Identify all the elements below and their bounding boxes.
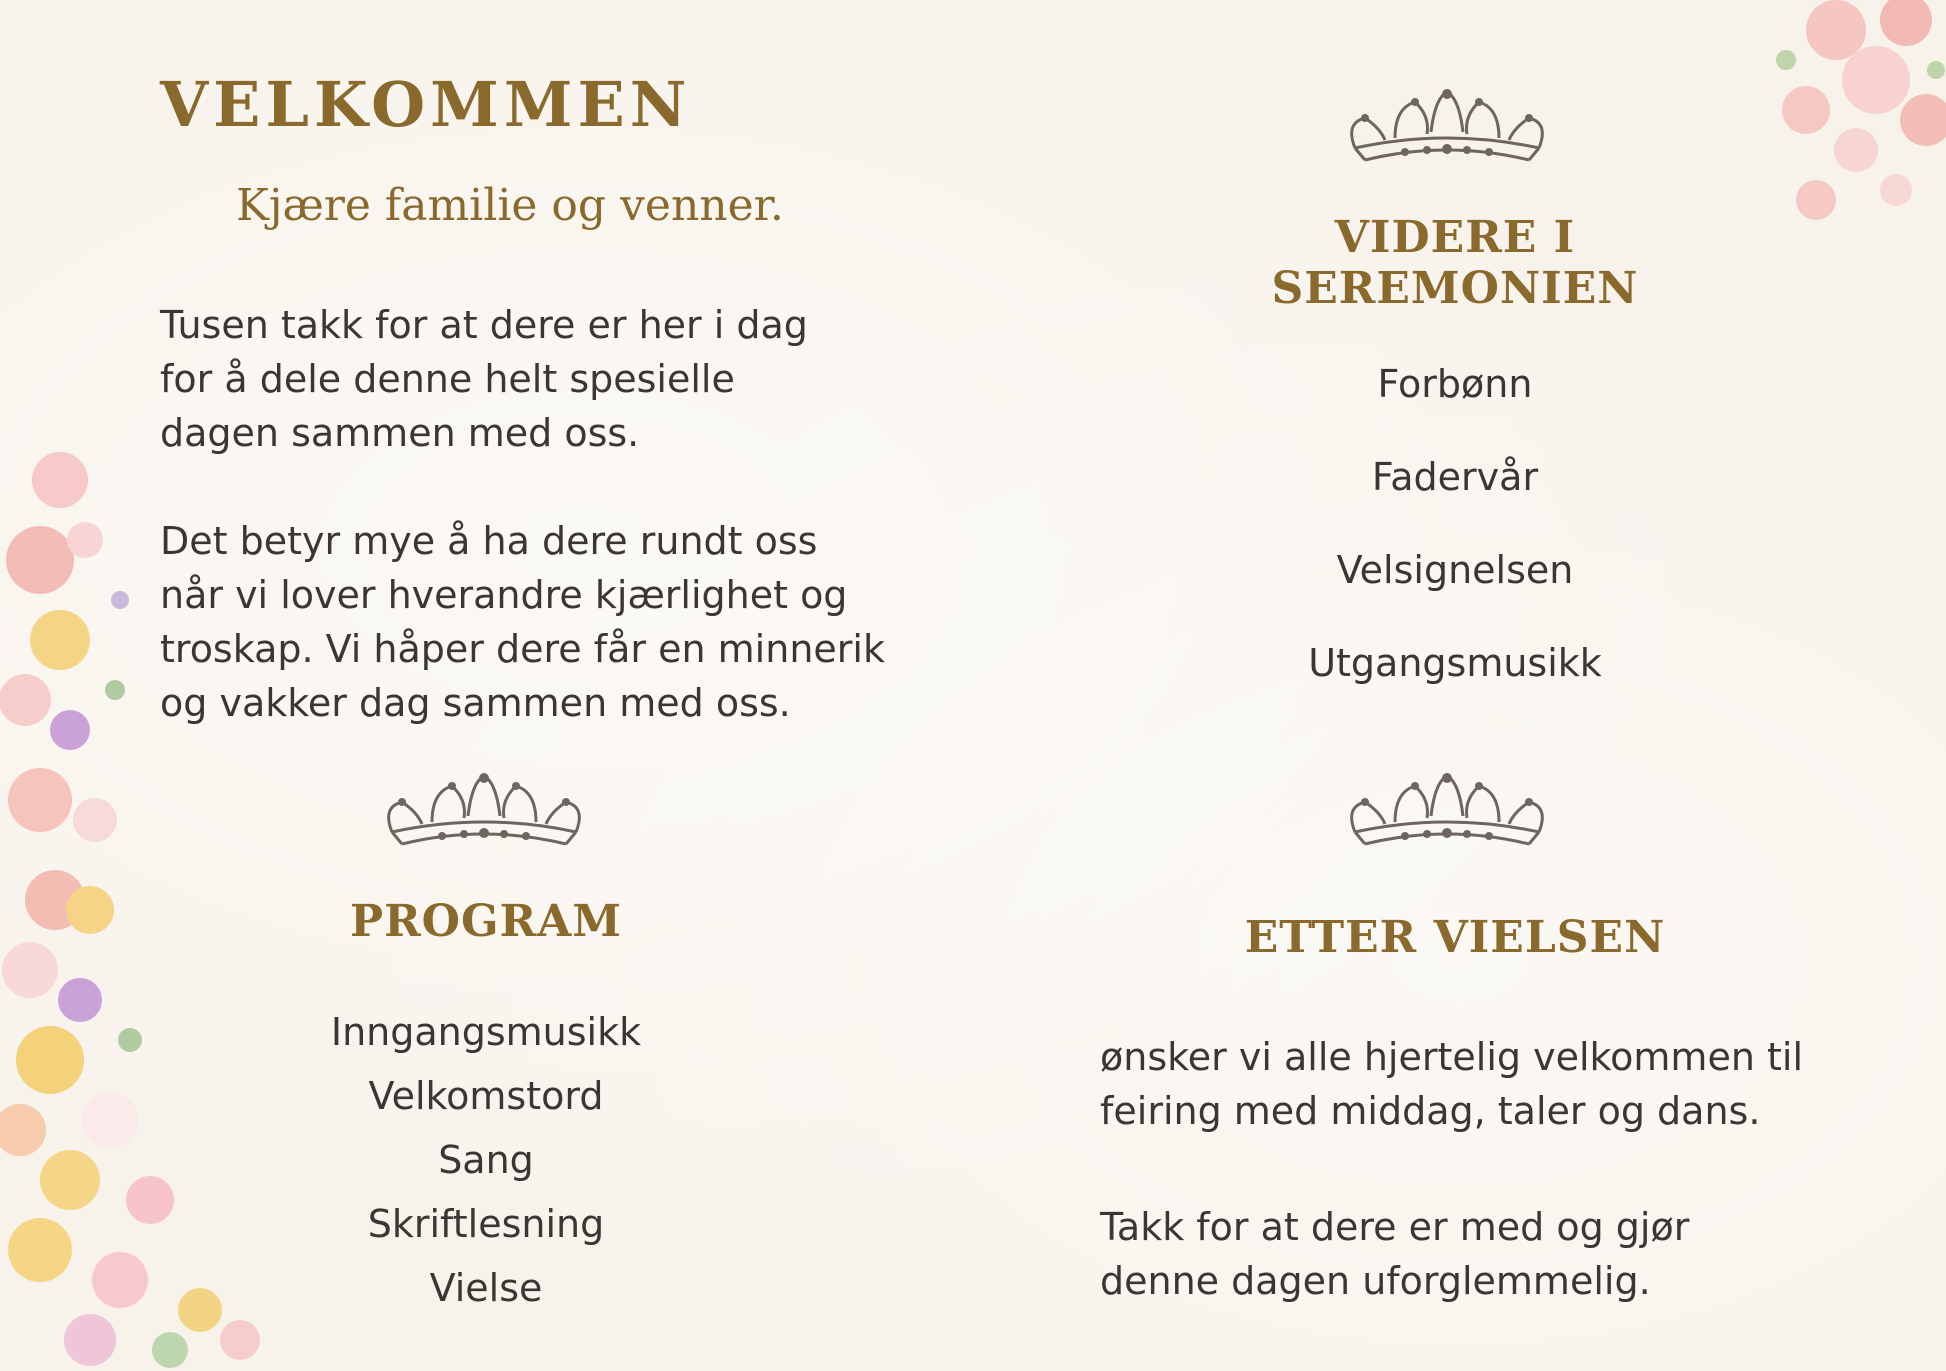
text-line: når vi lover hverandre kjærlighet og <box>160 573 848 617</box>
crown-icon <box>372 772 596 856</box>
welcome-paragraph-1 <box>160 298 940 460</box>
floral-top-right-icon <box>1746 0 1946 240</box>
ceremony-heading: VIDERE I SEREMONIEN <box>1271 212 1639 314</box>
list-item: Fadervår <box>1371 455 1539 499</box>
text-line: Det betyr mye å ha dere rundt oss <box>160 519 818 563</box>
text-line: og vakker dag sammen med oss. <box>160 681 791 725</box>
program-heading: PROGRAM <box>350 896 622 947</box>
text-line: feiring med middag, taler og dans. <box>1100 1089 1761 1133</box>
after-paragraph-1 <box>1100 1030 1900 1138</box>
text-line: Takk for at dere er med og gjør <box>1100 1205 1690 1249</box>
after-paragraph-2 <box>1100 1200 1900 1308</box>
list-item: Velsignelsen <box>1336 548 1574 592</box>
list-item: Velkomstord <box>368 1074 604 1118</box>
list-item: Forbønn <box>1377 362 1533 406</box>
text-line: dagen sammen med oss. <box>160 411 640 455</box>
text-line: troskap. Vi håper dere får en minnerik <box>160 627 885 671</box>
after-heading: ETTER VIELSEN <box>1244 912 1666 963</box>
welcome-title: VELKOMMEN <box>160 68 692 141</box>
text-line: Tusen takk for at dere er her i dag <box>160 303 808 347</box>
list-item: Skriftlesning <box>367 1202 605 1246</box>
list-item: Utgangsmusikk <box>1308 641 1602 685</box>
crown-icon <box>1335 88 1559 172</box>
text-line: for å dele denne helt spesielle <box>160 357 735 401</box>
ceremony-list <box>1150 338 1760 710</box>
list-item: Inngangsmusikk <box>330 1010 642 1054</box>
welcome-subtitle: Kjære familie og venner. <box>236 180 784 231</box>
program-list <box>286 1000 686 1320</box>
list-item: Sang <box>438 1138 534 1182</box>
text-line: ønsker vi alle hjertelig velkommen til <box>1100 1035 1803 1079</box>
text-line: denne dagen uforglemmelig. <box>1100 1259 1651 1303</box>
welcome-paragraph-2 <box>160 514 940 730</box>
crown-icon <box>1335 772 1559 856</box>
list-item: Vielse <box>429 1266 543 1310</box>
